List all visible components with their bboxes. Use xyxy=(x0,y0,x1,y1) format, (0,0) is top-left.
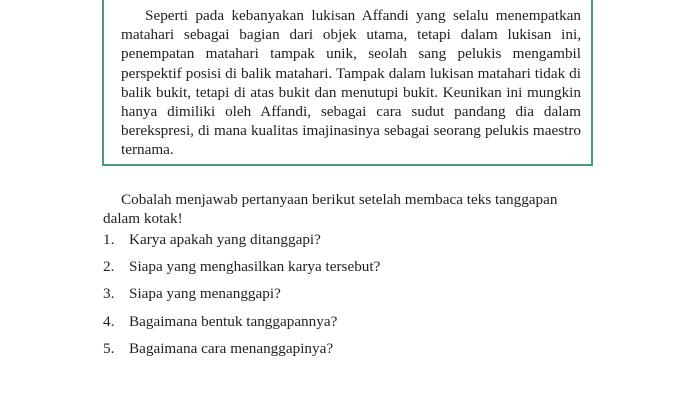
question-number: 5. xyxy=(103,339,115,357)
question-item xyxy=(103,339,380,366)
question-number: 3. xyxy=(103,285,115,303)
question-item xyxy=(103,312,380,339)
question-number: 1. xyxy=(103,231,115,248)
question-text: Siapa yang menghasilkan karya tersebut? xyxy=(129,258,381,276)
instruction-text: Cobalah menjawab pertanyaan berikut setelah membaca teks tanggapan dalam kotak! xyxy=(103,191,558,227)
response-text-box xyxy=(102,0,593,166)
question-text: Siapa yang menanggapi? xyxy=(129,285,281,303)
question-list xyxy=(103,230,380,366)
question-text: Bagaimana cara menanggapinya? xyxy=(129,339,334,357)
question-text: Karya apakah yang ditanggapi? xyxy=(129,231,321,248)
question-text: Bagaimana bentuk tanggapannya? xyxy=(129,312,338,330)
response-text-paragraph: Seperti pada kebanyakan lukisan Affandi yang selalu menempatkan matahari sebagai bagian dari objek utama, tetapi dalam lukisan ini, penempatan matahari tampak unik, seolah sang pelukis mengambil perspektif posisi di balik matahari. Tampak dalam lukisan matahari tidak di balik bukit, tetapi di atas bukit dan menutupi bukit. Keunikan ini mungkin hanya dimiliki oleh Affandi, sebagai cara sudut pandang dia dalam berekspresi, di mana kualitas imajinasinya sebagai seorang pelukis maestro ternama. xyxy=(121,7,581,159)
question-item xyxy=(103,284,380,311)
question-item xyxy=(103,230,380,257)
question-number: 4. xyxy=(103,312,115,330)
question-number: 2. xyxy=(103,258,115,276)
question-item xyxy=(103,257,380,284)
